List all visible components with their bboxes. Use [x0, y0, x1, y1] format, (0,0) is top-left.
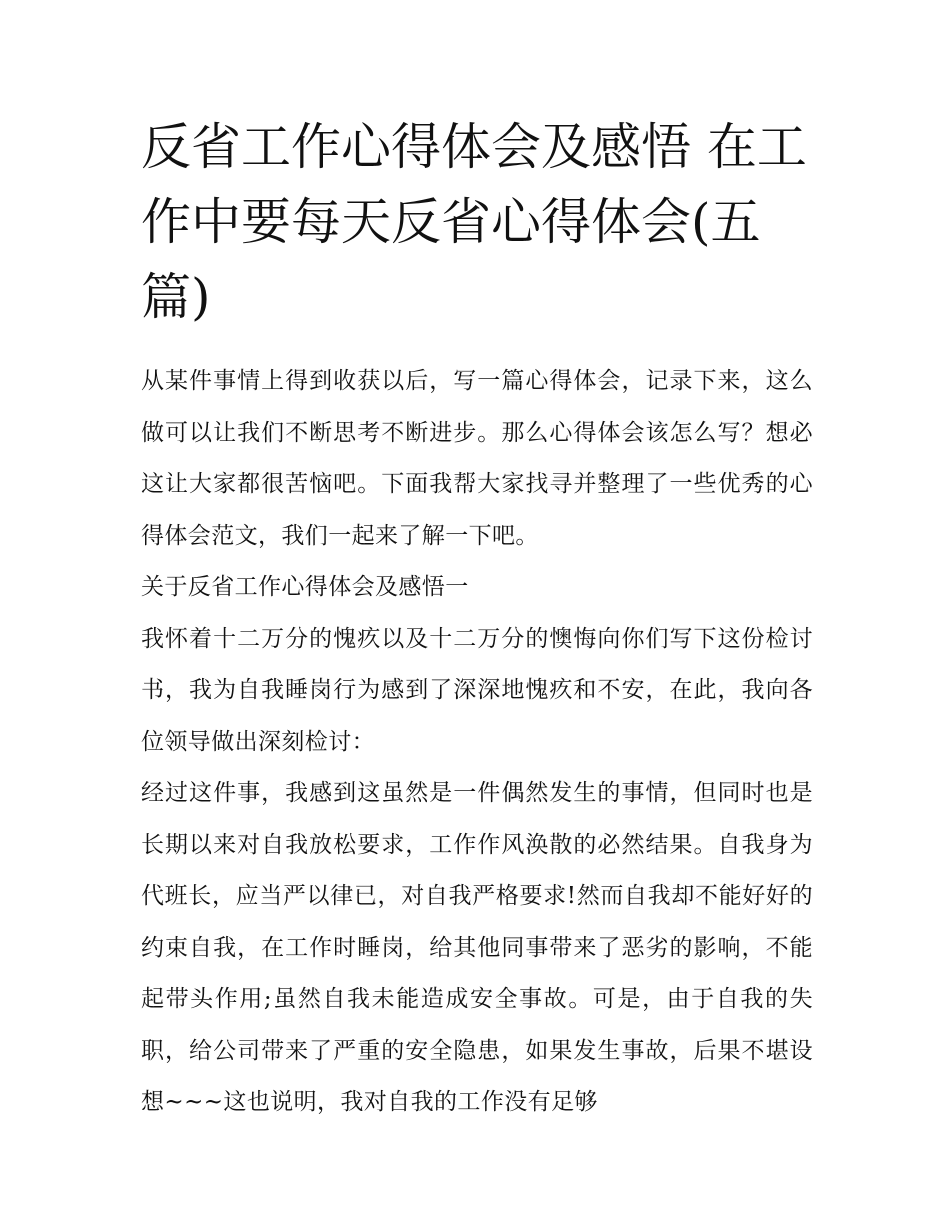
- body-paragraph: 我怀着十二万分的愧疚以及十二万分的懊悔向你们写下这份检讨书，我为自我睡岗行为感到了深深地愧疚和不安，在此，我向各位领导做出深刻检讨：: [141, 625, 813, 755]
- body-paragraph: 经过这件事，我感到这虽然是一件偶然发生的事情，但同时也是长期以来对自我放松要求，工作作风涣散的必然结果。自我身为代班长，应当严以律已，对自我严格要求!然而自我却不能好好的约束自我，在工作时睡岗，给其他同事带来了恶劣的影响，不能起带头作用;虽然自我未能造成安全事故。可是，由于自我的失职，给公司带来了严重的安全隐患，如果发生事故，后果不堪设想~~~这也说明，我对自我的工作没有足够: [141, 780, 813, 1115]
- document-title: 反省工作心得体会及感悟 在工作中要每天反省心得体会(五篇): [141, 118, 807, 326]
- document-body: [141, 356, 813, 1129]
- intro-paragraph: 从某件事情上得到收获以后，写一篇心得体会，记录下来，这么做可以让我们不断思考不断进步。那么心得体会该怎么写？想必这让大家都很苦恼吧。下面我帮大家找寻并整理了一些优秀的心得体会范文，我们一起来了解一下吧。: [141, 368, 813, 549]
- section-heading: 关于反省工作心得体会及感悟一: [141, 574, 469, 600]
